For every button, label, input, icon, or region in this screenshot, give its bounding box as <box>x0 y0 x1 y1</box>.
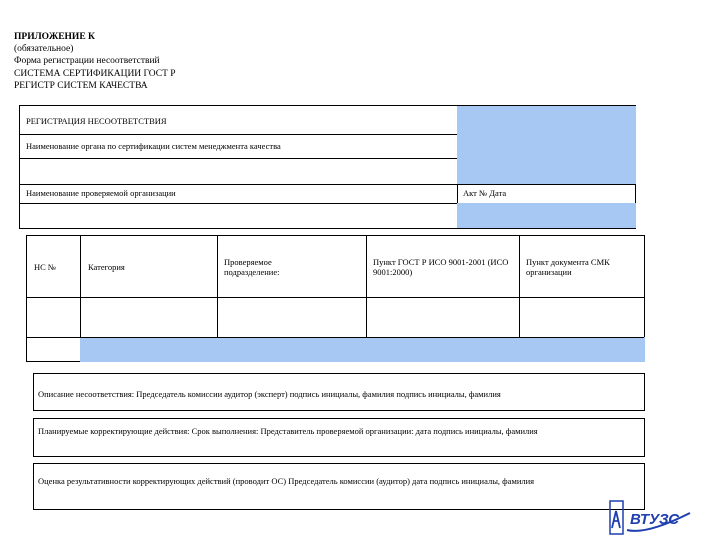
nonconformity-table <box>26 235 645 362</box>
column-header-category: Категория <box>88 262 125 272</box>
registration-title: РЕГИСТРАЦИЯ НЕСООТВЕТСТВИЯ <box>26 116 167 126</box>
blue-cell <box>457 106 636 134</box>
form-name: Форма регистрации несоответствий <box>14 56 160 67</box>
column-header-gost-clause: Пункт ГОСТ Р ИСО 9001-2001 (ИСО 9001:2000) <box>373 257 509 277</box>
column-header-qms-clause: Пункт документа СМК организации <box>526 257 610 277</box>
mandatory-note: (обязательное) <box>14 44 74 55</box>
row-divider <box>27 297 644 298</box>
row-divider <box>27 337 644 338</box>
row-divider <box>20 184 635 185</box>
quality-register: РЕГИСТР СИСТЕМ КАЧЕСТВА <box>14 80 148 91</box>
audited-org-label: Наименование проверяемой организации <box>26 188 176 198</box>
blue-cell <box>457 158 636 184</box>
nonconformity-description <box>33 373 645 411</box>
blue-cell <box>80 337 645 362</box>
column-divider <box>457 184 458 203</box>
blue-cell <box>457 134 636 158</box>
column-header-department: Проверяемое подразделение: <box>224 257 280 277</box>
evaluation-text: Оценка результативности корректирующих действий (проводит ОС) Председатель комиссии (аудитор) дата подпись инициалы, фамилия <box>38 476 535 486</box>
column-divider <box>519 236 520 337</box>
certification-system: СИСТЕМА СЕРТИФИКАЦИИ ГОСТ Р <box>14 68 176 79</box>
column-divider <box>80 236 81 337</box>
column-header-nc-number: НС № <box>34 262 57 272</box>
document-header <box>14 31 176 92</box>
planned-actions <box>33 418 645 457</box>
planned-actions-text: Планируемые корректирующие действия: Срок выполнения: Представитель проверяемой организации: дата подпись инициалы, фамилия <box>38 426 538 436</box>
logo-emblem-icon <box>608 497 708 537</box>
column-divider <box>217 236 218 337</box>
appendix-title: ПРИЛОЖЕНИЕ К <box>14 32 95 42</box>
act-date-label: Акт № Дата <box>463 188 507 198</box>
organization-logo <box>608 497 708 537</box>
logo-text: ВТУЗС <box>630 511 680 528</box>
description-text: Описание несоответствия: Председатель комиссии аудитор (эксперт) подпись инициалы, фамилия подпись инициалы, фамилия <box>38 389 501 399</box>
blue-cell <box>457 203 636 228</box>
effectiveness-evaluation <box>33 463 645 510</box>
certification-body-label: Наименование органа по сертификации систем менеджмента качества <box>26 141 281 151</box>
column-divider <box>366 236 367 337</box>
registration-form <box>19 105 636 229</box>
